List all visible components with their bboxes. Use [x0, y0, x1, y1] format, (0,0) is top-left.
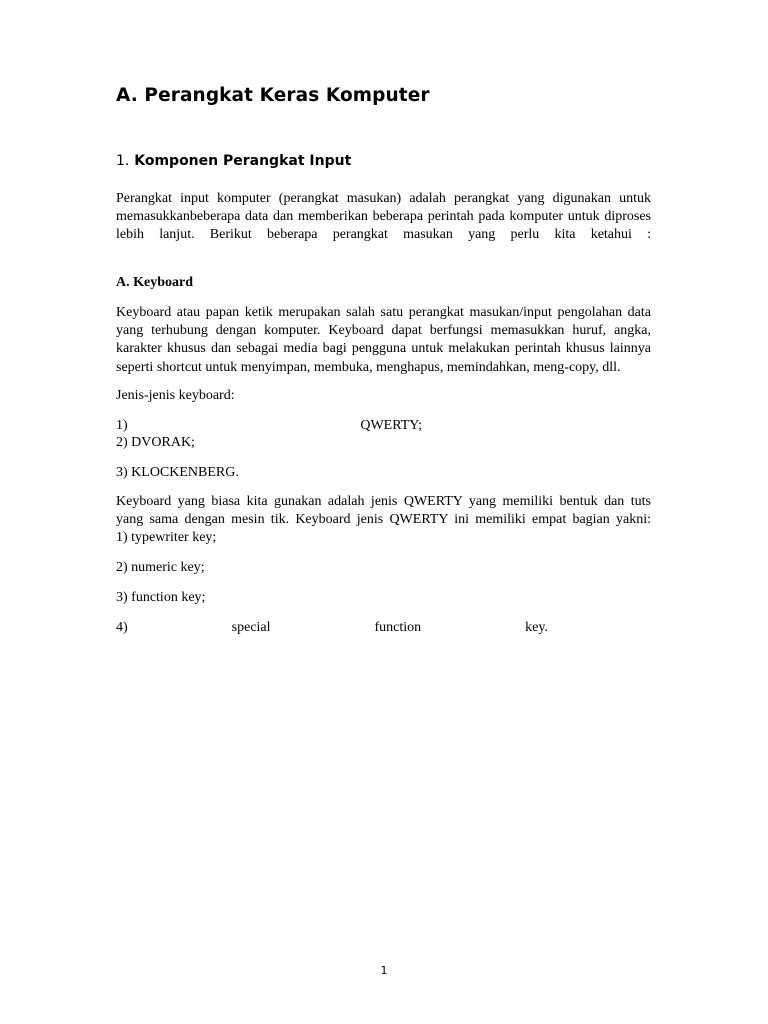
keyboard-line: karakter khusus dan sebagai media bagi pengguna untuk melakukan perintah khusus lainnya — [116, 341, 651, 357]
qwerty-paragraph — [116, 493, 651, 529]
list-text: QWERTY; — [360, 418, 422, 433]
qwerty-line: Keyboard yang biasa kita gunakan adalah jenis QWERTY yang memiliki bentuk dan tuts — [116, 494, 651, 509]
section-title: Komponen Perangkat Input — [134, 153, 352, 169]
document-title: A. Perangkat Keras Komputer — [116, 85, 430, 106]
page-number: 1 — [380, 964, 388, 977]
keyboard-line: Keyboard atau papan ketik merupakan salah satu perangkat masukan/input pengolahan data — [116, 305, 651, 320]
list-word: key. — [525, 620, 548, 635]
list-word: special — [231, 620, 271, 635]
list-word: function — [374, 620, 422, 635]
keyboard-line: yang terhubung dengan komputer. Keyboard dapat berfungsi memasukkan huruf, angka, — [116, 323, 651, 339]
intro-line: Perangkat input komputer (perangkat masukan) adalah perangkat yang digunakan untuk — [116, 191, 651, 206]
section-number: 1. — [116, 153, 130, 169]
qwerty-line: yang sama dengan mesin tik. Keyboard jenis QWERTY ini memiliki empat bagian yakni: — [116, 512, 651, 528]
keyboard-heading: A. Keyboard — [116, 275, 193, 290]
intro-paragraph — [116, 190, 651, 245]
keyboard-part-item-2: 2) numeric key; — [116, 560, 205, 575]
keyboard-part-item-3: 3) function key; — [116, 590, 206, 605]
keyboard-type-item-1 — [116, 417, 651, 435]
list-number: 1) — [116, 418, 128, 433]
section-heading — [116, 153, 351, 169]
intro-line: memasukkanbeberapa data dan memberikan beberapa perintah pada komputer untuk diproses — [116, 209, 651, 225]
keyboard-line: seperti shortcut untuk menyimpan, membuka, menghapus, memindahkan, meng-copy, dll. — [116, 359, 621, 375]
intro-line: lebih lanjut. Berikut beberapa perangkat masukan yang perlu kita ketahui : — [116, 227, 651, 243]
list-number: 4) — [116, 620, 128, 635]
keyboard-part-item-1: 1) typewriter key; — [116, 530, 217, 545]
keyboard-paragraph — [116, 304, 651, 377]
keyboard-types-intro: Jenis-jenis keyboard: — [116, 388, 235, 403]
keyboard-part-item-4 — [116, 619, 548, 637]
keyboard-type-item-3: 3) KLOCKENBERG. — [116, 465, 239, 480]
keyboard-type-item-2: 2) DVORAK; — [116, 435, 195, 450]
